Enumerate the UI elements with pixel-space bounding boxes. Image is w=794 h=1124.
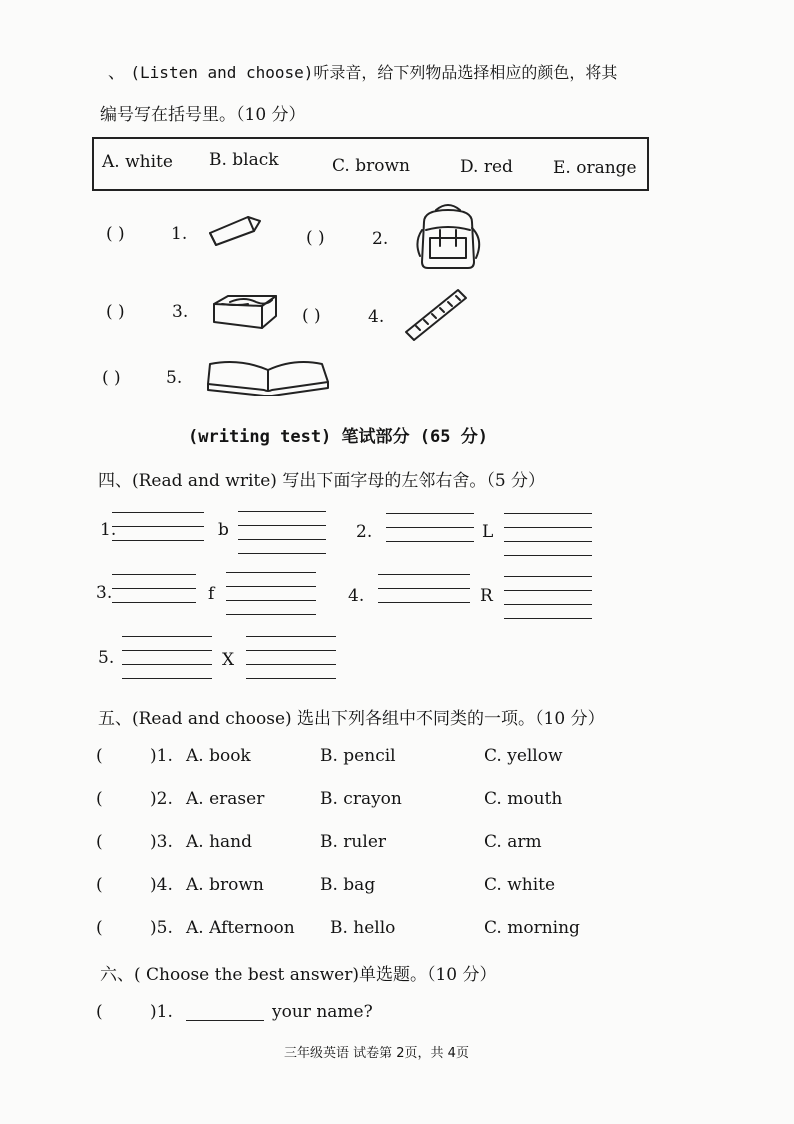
letter-R: R: [480, 586, 493, 606]
choice-b[interactable]: B. pencil: [320, 746, 396, 766]
write-line[interactable]: [112, 588, 196, 589]
item-number-4: 4.: [368, 307, 385, 327]
write-line[interactable]: [504, 604, 592, 605]
write-line[interactable]: [504, 513, 592, 514]
answer-blank-1[interactable]: ( ): [106, 224, 125, 244]
write-line[interactable]: [246, 678, 336, 679]
answer-blank-2[interactable]: ( ): [306, 228, 325, 248]
section5-title: 五、(Read and choose) 选出下列各组中不同类的一项。（10 分）: [98, 709, 605, 729]
answer-blank-5[interactable]: ( ): [102, 368, 121, 388]
write-line[interactable]: [246, 636, 336, 637]
write-line[interactable]: [122, 678, 212, 679]
letter-item-number-2: 2.: [356, 522, 373, 542]
write-line[interactable]: [226, 600, 316, 601]
section3-title-line1: [108, 58, 617, 83]
write-line[interactable]: [112, 512, 204, 513]
write-line[interactable]: [246, 664, 336, 665]
choice-paren[interactable]: (: [96, 918, 103, 938]
choice-a[interactable]: A. eraser: [186, 789, 265, 809]
write-line[interactable]: [386, 541, 474, 542]
item-number-3: 3.: [172, 302, 189, 322]
letter-L: L: [482, 522, 494, 542]
ruler-icon: [402, 286, 472, 344]
choice-number: )5.: [150, 918, 173, 938]
write-line[interactable]: [238, 525, 326, 526]
choice-a[interactable]: A. Afternoon: [186, 918, 295, 938]
letter-X: X: [222, 650, 235, 670]
choice-b[interactable]: B. ruler: [320, 832, 386, 852]
choice-c[interactable]: C. yellow: [484, 746, 563, 766]
option-d: D. red: [460, 157, 513, 177]
write-line[interactable]: [112, 602, 196, 603]
letter-f: f: [208, 584, 215, 604]
option-b: B. black: [209, 150, 279, 170]
write-line[interactable]: [238, 553, 326, 554]
section3-title-text: (Listen and choose)听录音，给下列物品选择相应的颜色，将其: [130, 63, 618, 82]
choice-paren[interactable]: (: [96, 746, 103, 766]
choice-c[interactable]: C. arm: [484, 832, 542, 852]
option-a: A. white: [102, 152, 173, 172]
letter-item-number-1: 1.: [100, 520, 117, 540]
crayon-icon: [204, 211, 262, 247]
choice-number: )2.: [150, 789, 173, 809]
choice-a[interactable]: A. brown: [186, 875, 264, 895]
write-line[interactable]: [122, 636, 212, 637]
section3-number: 、: [108, 63, 125, 83]
choice-number: )1.: [150, 1002, 173, 1022]
book-icon: [204, 356, 332, 396]
item-number-1: 1.: [171, 224, 188, 244]
letter-b: b: [218, 520, 229, 540]
section4-title: 四、(Read and write) 写出下面字母的左邻右舍。（5 分）: [98, 471, 546, 491]
page-footer: 三年级英语 试卷第 2页，共 4页: [284, 1046, 469, 1061]
section6-title: 六、( Choose the best answer)单选题。（10 分）: [100, 965, 497, 985]
choice-a[interactable]: A. hand: [186, 832, 252, 852]
write-line[interactable]: [112, 526, 204, 527]
write-line[interactable]: [112, 574, 196, 575]
answer-blank[interactable]: [186, 1006, 264, 1021]
write-line[interactable]: [238, 511, 326, 512]
choice-b[interactable]: B. crayon: [320, 789, 402, 809]
write-line[interactable]: [122, 664, 212, 665]
choice-b[interactable]: B. bag: [320, 875, 376, 895]
choice-c[interactable]: C. white: [484, 875, 556, 895]
color-options-box: [92, 137, 649, 191]
choice-number: )4.: [150, 875, 173, 895]
eraser-icon: [210, 292, 282, 334]
letter-item-number-4: 4.: [348, 586, 365, 606]
write-line[interactable]: [504, 541, 592, 542]
write-line[interactable]: [504, 527, 592, 528]
write-line[interactable]: [226, 614, 316, 615]
choice-a[interactable]: A. book: [186, 746, 251, 766]
item-number-2: 2.: [372, 229, 389, 249]
section3-title-line2: 编号写在括号里。（10 分）: [100, 105, 306, 125]
write-line[interactable]: [246, 650, 336, 651]
write-line[interactable]: [378, 602, 470, 603]
write-line[interactable]: [122, 650, 212, 651]
writing-test-header: (writing test) 笔试部分 (65 分): [188, 427, 488, 447]
choice-c[interactable]: C. mouth: [484, 789, 563, 809]
option-c: C. brown: [332, 156, 410, 176]
choice-b[interactable]: B. hello: [330, 918, 396, 938]
write-line[interactable]: [504, 618, 592, 619]
answer-blank-4[interactable]: ( ): [302, 306, 321, 326]
write-line[interactable]: [504, 555, 592, 556]
write-line[interactable]: [112, 540, 204, 541]
write-line[interactable]: [378, 574, 470, 575]
question-text: your name?: [272, 1002, 373, 1022]
letter-item-number-5: 5.: [98, 648, 115, 668]
choice-number: )3.: [150, 832, 173, 852]
choice-number: )1.: [150, 746, 173, 766]
backpack-icon: [410, 200, 486, 272]
choice-paren[interactable]: (: [96, 875, 103, 895]
item-number-5: 5.: [166, 368, 183, 388]
write-line[interactable]: [238, 539, 326, 540]
write-line[interactable]: [386, 513, 474, 514]
write-line[interactable]: [226, 586, 316, 587]
write-line[interactable]: [378, 588, 470, 589]
write-line[interactable]: [226, 572, 316, 573]
choice-paren[interactable]: (: [96, 789, 103, 809]
choice-c[interactable]: C. morning: [484, 918, 580, 938]
option-e: E. orange: [553, 158, 637, 178]
write-line[interactable]: [504, 576, 592, 577]
write-line[interactable]: [386, 527, 474, 528]
answer-blank-3[interactable]: ( ): [106, 302, 125, 322]
choice-paren[interactable]: (: [96, 832, 103, 852]
write-line[interactable]: [504, 590, 592, 591]
choice-paren[interactable]: (: [96, 1002, 103, 1022]
letter-item-number-3: 3.: [96, 583, 113, 603]
